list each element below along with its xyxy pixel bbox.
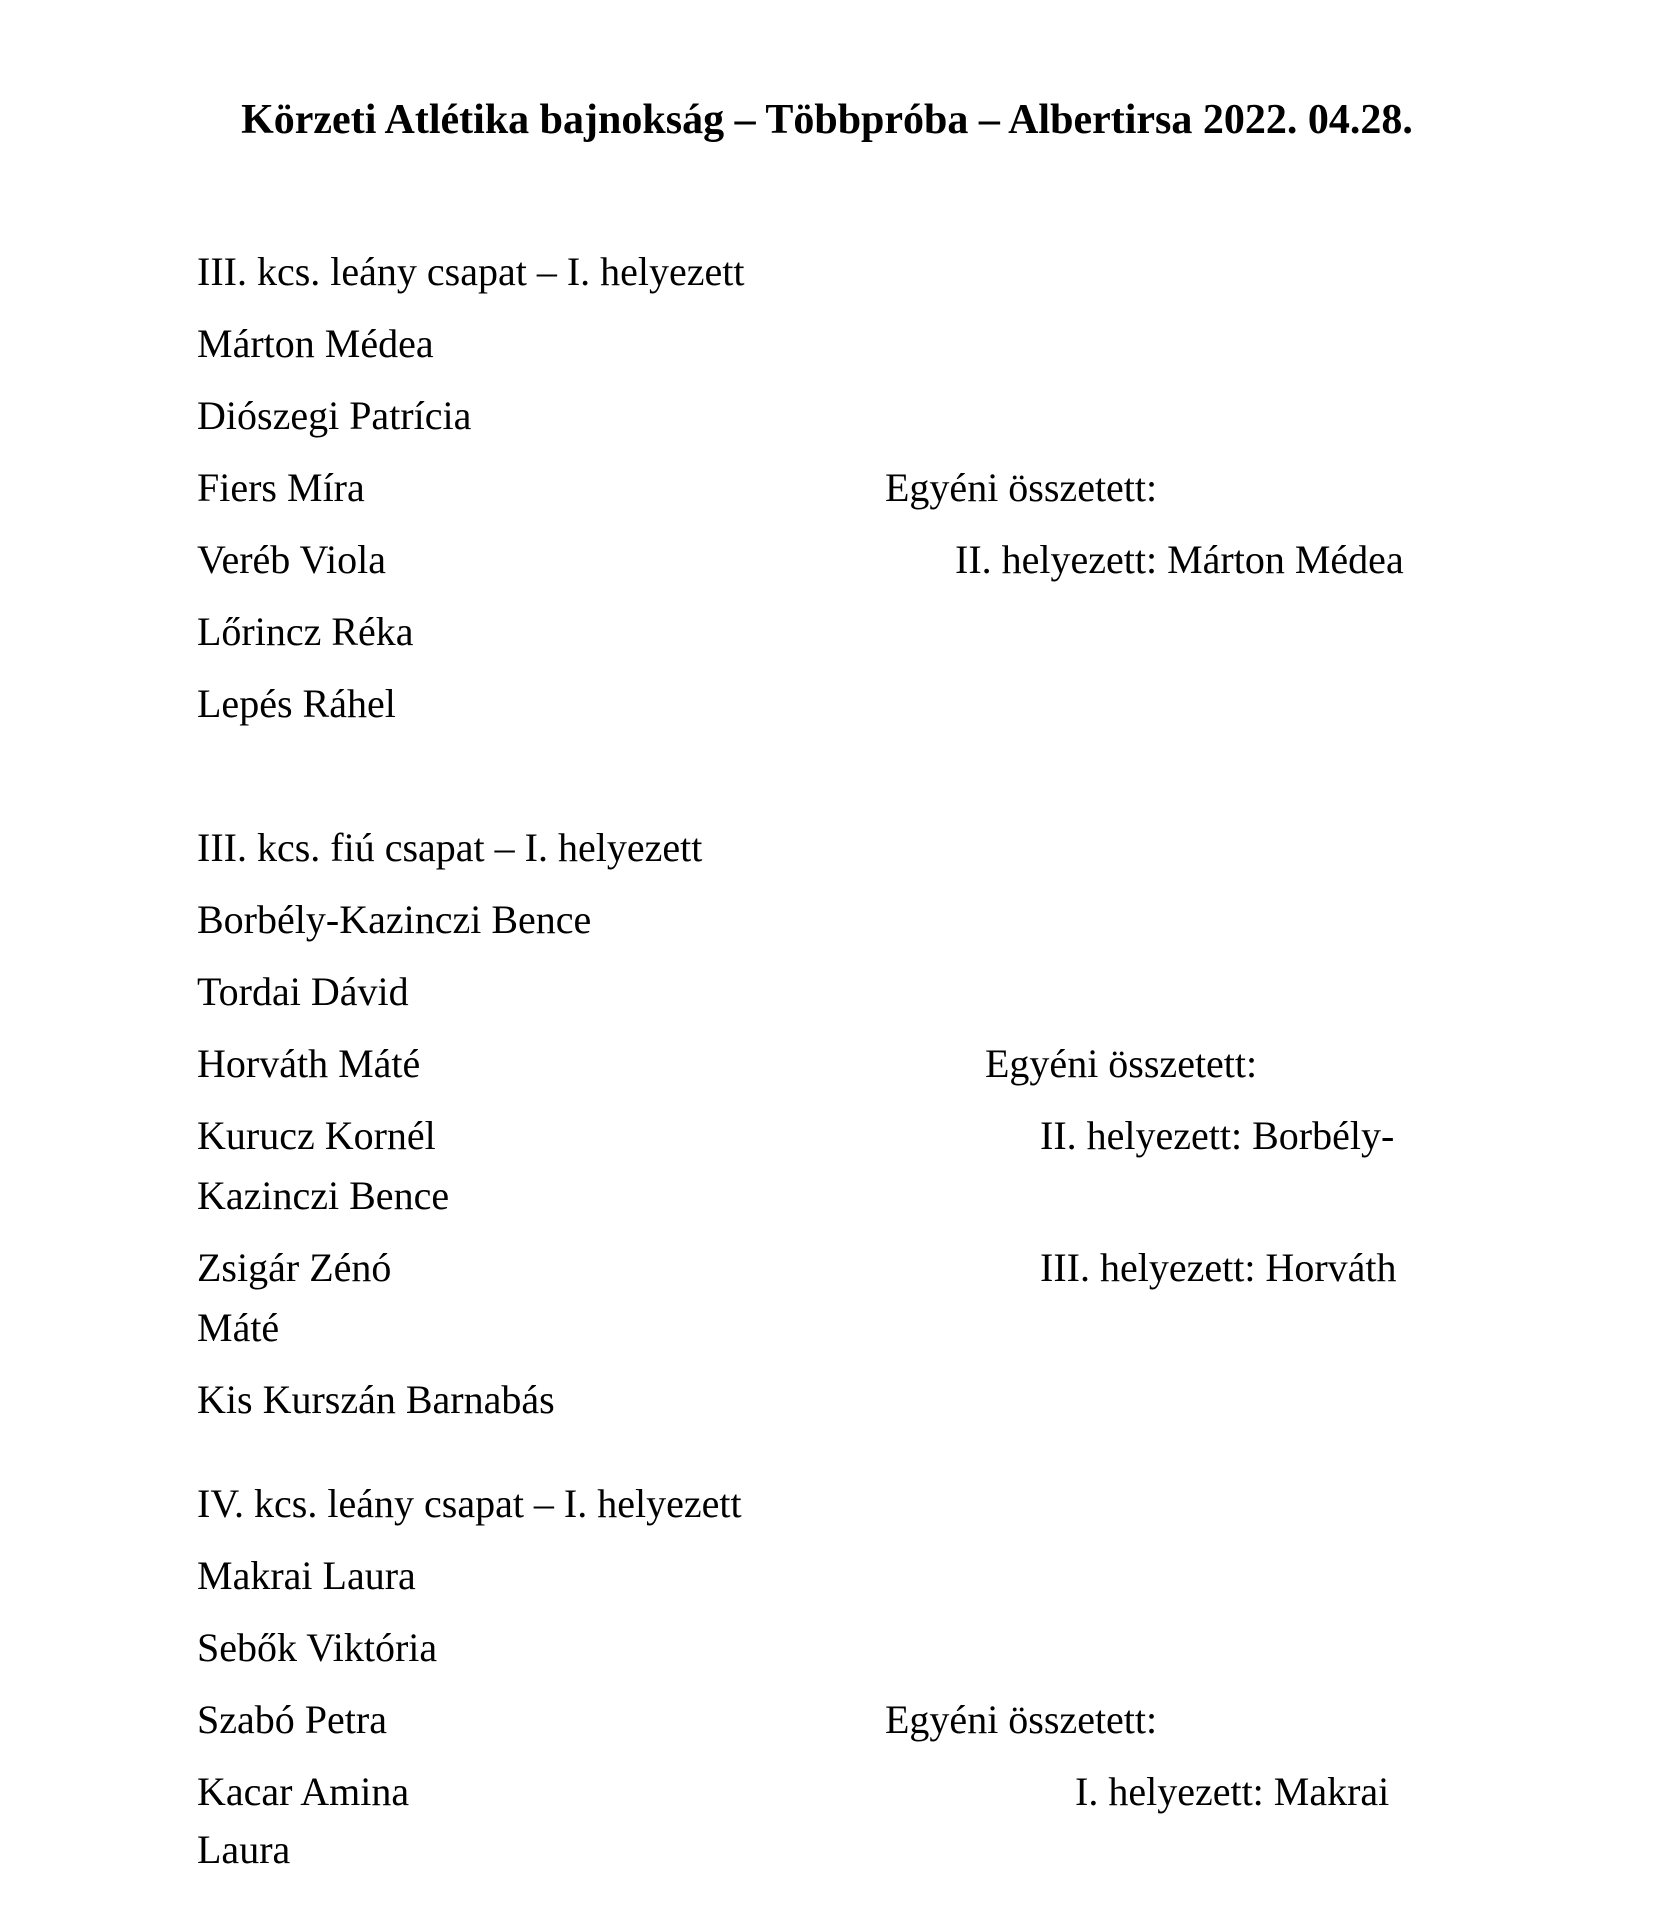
text-line bbox=[0, 1171, 1654, 1223]
member-name: Kurucz Kornél bbox=[197, 1113, 436, 1158]
member-name: Horváth Máté bbox=[197, 1041, 421, 1086]
member-name: Lepés Ráhel bbox=[197, 681, 396, 726]
text-line bbox=[0, 535, 1654, 587]
document-title: Körzeti Atlétika bajnokság – Többpróba – Albertirsa 2022. 04.28. bbox=[241, 97, 1413, 143]
member-name: Kacar Amina bbox=[197, 1769, 410, 1814]
section-heading bbox=[0, 823, 1654, 875]
member-name: Lőrincz Réka bbox=[197, 609, 414, 654]
member-name: Kis Kurszán Barnabás bbox=[197, 1377, 555, 1422]
section-heading bbox=[0, 247, 1654, 299]
result-label: Egyéni összetett: bbox=[985, 1041, 1258, 1086]
member-name: Makrai Laura bbox=[197, 1553, 416, 1598]
member-name: Fiers Míra bbox=[197, 465, 365, 510]
result-label: Egyéni összetett: bbox=[885, 1697, 1158, 1742]
result-label: II. helyezett: Márton Médea bbox=[955, 537, 1404, 582]
text-line bbox=[0, 1111, 1654, 1163]
text-line bbox=[0, 1623, 1654, 1675]
text-line bbox=[0, 967, 1654, 1019]
member-name: Márton Médea bbox=[197, 321, 434, 366]
text-line bbox=[0, 463, 1654, 515]
result-label: II. helyezett: Borbély- bbox=[1040, 1113, 1395, 1158]
member-name: Sebők Viktória bbox=[197, 1625, 438, 1670]
text-line bbox=[0, 895, 1654, 947]
text-line bbox=[0, 1551, 1654, 1603]
member-name: Diószegi Patrícia bbox=[197, 393, 472, 438]
text-line bbox=[0, 1375, 1654, 1427]
text-line bbox=[0, 1825, 1654, 1877]
member-name: Szabó Petra bbox=[197, 1697, 387, 1742]
member-name: Laura bbox=[197, 1827, 291, 1872]
text-line bbox=[0, 1243, 1654, 1295]
result-label: I. helyezett: Makrai bbox=[1075, 1769, 1390, 1814]
text-line bbox=[0, 391, 1654, 443]
section-heading-text: III. kcs. fiú csapat – I. helyezett bbox=[197, 825, 703, 870]
member-name: Borbély-Kazinczi Bence bbox=[197, 897, 592, 942]
text-line bbox=[0, 679, 1654, 731]
result-label: Egyéni összetett: bbox=[885, 465, 1158, 510]
section-heading-text: III. kcs. leány csapat – I. helyezett bbox=[197, 249, 745, 294]
member-name: Zsigár Zénó bbox=[197, 1245, 392, 1290]
text-line bbox=[0, 1039, 1654, 1091]
text-line bbox=[0, 1695, 1654, 1747]
section-heading-text: IV. kcs. leány csapat – I. helyezett bbox=[197, 1481, 742, 1526]
member-name: Kazinczi Bence bbox=[197, 1173, 450, 1218]
text-line bbox=[0, 1767, 1654, 1819]
text-line bbox=[0, 319, 1654, 371]
member-name: Máté bbox=[197, 1305, 280, 1350]
member-name: Veréb Viola bbox=[197, 537, 387, 582]
result-label: III. helyezett: Horváth bbox=[1040, 1245, 1397, 1290]
text-line bbox=[0, 1303, 1654, 1355]
section-heading bbox=[0, 1479, 1654, 1531]
text-line bbox=[0, 607, 1654, 659]
member-name: Tordai Dávid bbox=[197, 969, 409, 1014]
